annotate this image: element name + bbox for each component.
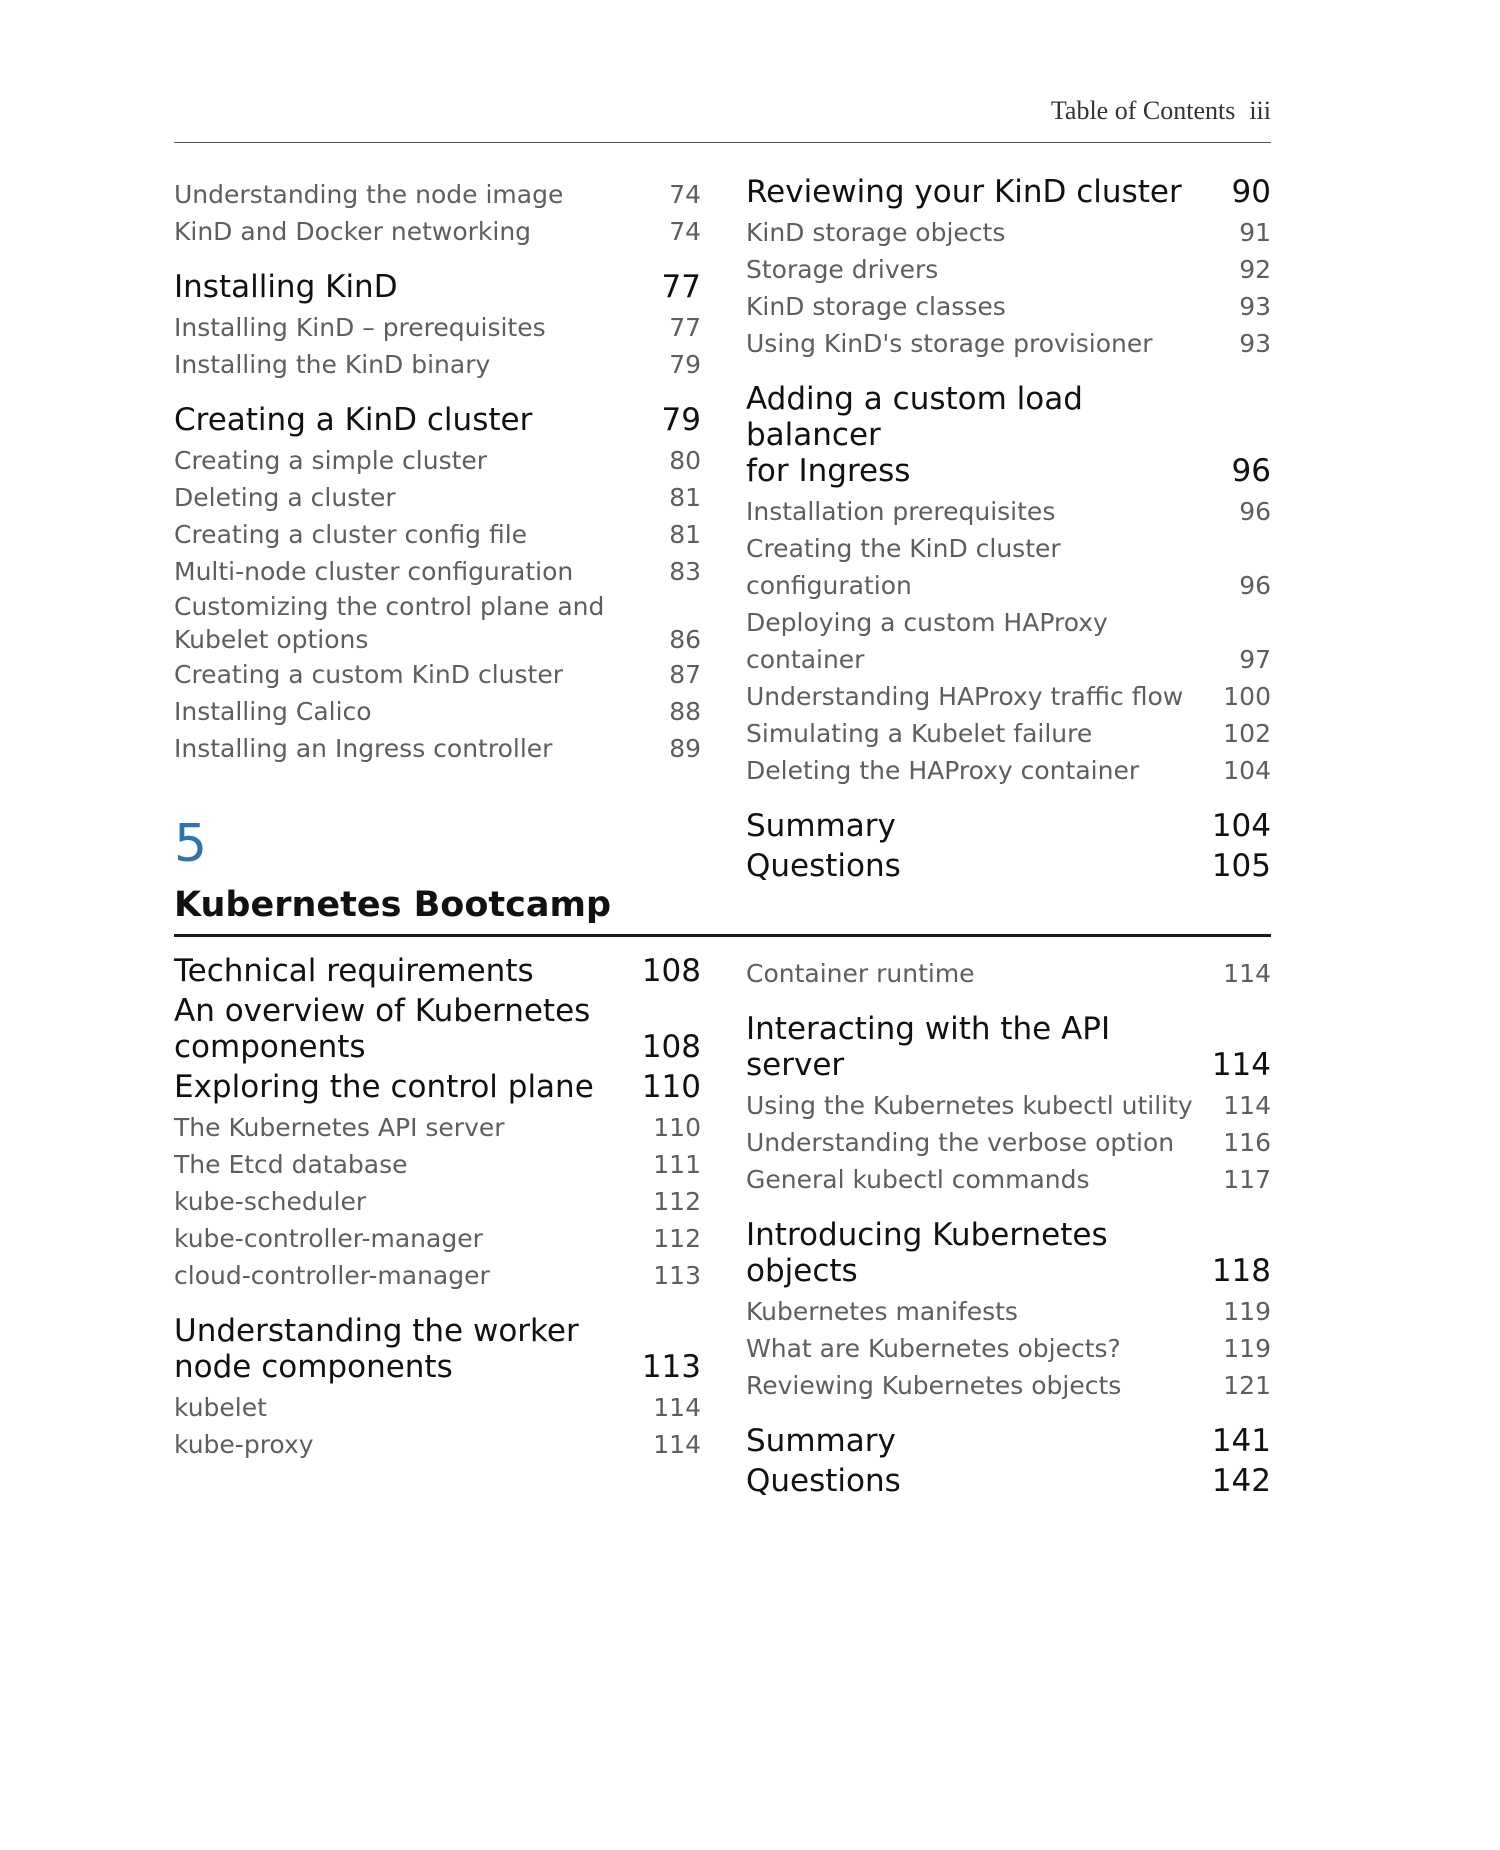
toc-entry-title: KinD and Docker networking — [174, 217, 532, 246]
toc-entry-page-number: 97 — [1239, 645, 1271, 674]
toc-section-entry[interactable] — [174, 993, 701, 1065]
toc-section-entry[interactable] — [174, 402, 701, 438]
toc-subsection-entry[interactable] — [746, 678, 1271, 715]
toc-subsection-entry[interactable] — [174, 1257, 701, 1294]
toc-subsection-entry[interactable] — [746, 1367, 1271, 1404]
toc-entry-title: Simulating a Kubelet failure — [746, 719, 1093, 748]
toc-entry-title: Installation prerequisites — [746, 497, 1056, 526]
toc-entry-title: Storage drivers — [746, 255, 939, 284]
toc-entry-title: Deleting a cluster — [174, 483, 396, 512]
toc-entry-title: Interacting with the API server — [746, 1011, 1111, 1083]
toc-entry-title: Installing Calico — [174, 697, 372, 726]
toc-entry-page-number: 77 — [669, 313, 701, 342]
toc-entry-title: Reviewing Kubernetes objects — [746, 1371, 1122, 1400]
toc-entry-title: Reviewing your KinD cluster — [746, 174, 1182, 210]
toc-entry-page-number: 119 — [1223, 1297, 1271, 1326]
header-rule — [174, 142, 1271, 143]
toc-subsection-entry[interactable] — [174, 213, 701, 250]
toc-subsection-entry[interactable] — [174, 590, 701, 656]
toc-entry-title: Deleting the HAProxy container — [746, 756, 1140, 785]
toc-entry-page-number: 102 — [1223, 719, 1271, 748]
toc-entry-title: Understanding the worker node components — [174, 1313, 579, 1385]
toc-entry-page-number: 114 — [1223, 1091, 1271, 1120]
toc-subsection-entry[interactable] — [174, 1146, 701, 1183]
toc-entry-page-number: 108 — [641, 1029, 701, 1065]
toc-section-entry[interactable] — [746, 174, 1271, 210]
toc-section-entry[interactable] — [746, 1423, 1271, 1459]
toc-section-entry[interactable] — [174, 1313, 701, 1385]
toc-subsection-entry[interactable] — [746, 325, 1271, 362]
toc-entry-page-number: 100 — [1223, 682, 1271, 711]
toc-entry-title: What are Kubernetes objects? — [746, 1334, 1121, 1363]
toc-entry-title: Understanding the verbose option — [746, 1128, 1175, 1157]
toc-subsection-entry[interactable] — [174, 730, 701, 767]
toc-subsection-entry[interactable] — [174, 442, 701, 479]
toc-subsection-entry[interactable] — [174, 516, 701, 553]
toc-subsection-entry[interactable] — [174, 693, 701, 730]
toc-subsection-entry[interactable] — [174, 346, 701, 383]
toc-entry-page-number: 112 — [653, 1224, 701, 1253]
toc-bottom-left-column — [174, 953, 701, 1463]
toc-subsection-entry[interactable] — [174, 176, 701, 213]
toc-section-entry[interactable] — [746, 1217, 1271, 1289]
toc-subsection-entry[interactable] — [746, 1293, 1271, 1330]
toc-subsection-entry[interactable] — [174, 656, 701, 693]
toc-entry-page-number: 92 — [1239, 255, 1271, 284]
toc-entry-page-number: 80 — [669, 446, 701, 475]
toc-section-entry[interactable] — [746, 1463, 1271, 1499]
toc-subsection-entry[interactable] — [746, 288, 1271, 325]
toc-entry-page-number: 111 — [653, 1150, 701, 1179]
toc-entry-page-number: 113 — [641, 1349, 701, 1385]
toc-entry-title: Customizing the control plane and Kubelet options — [174, 592, 605, 654]
toc-subsection-entry[interactable] — [174, 1389, 701, 1426]
toc-entry-page-number: 81 — [669, 520, 701, 549]
toc-entry-page-number: 89 — [669, 734, 701, 763]
toc-entry-page-number: 114 — [1223, 959, 1271, 988]
toc-entry-page-number: 96 — [1239, 497, 1271, 526]
toc-entry-title: The Kubernetes API server — [174, 1113, 505, 1142]
toc-entry-title: KinD storage classes — [746, 292, 1006, 321]
toc-entry-title: Exploring the control plane — [174, 1069, 594, 1105]
toc-entry-page-number: 105 — [1211, 848, 1271, 884]
toc-entry-page-number: 87 — [669, 660, 701, 689]
toc-entry-page-number: 114 — [1211, 1047, 1271, 1083]
toc-entry-page-number: 74 — [669, 217, 701, 246]
toc-section-entry[interactable] — [174, 953, 701, 989]
toc-entry-title: kubelet — [174, 1393, 267, 1422]
toc-entry-page-number: 141 — [1211, 1423, 1271, 1459]
toc-entry-page-number: 93 — [1239, 329, 1271, 358]
toc-entry-page-number: 142 — [1211, 1463, 1271, 1499]
toc-subsection-entry[interactable] — [174, 479, 701, 516]
toc-entry-page-number: 88 — [669, 697, 701, 726]
toc-entry-page-number: 114 — [653, 1430, 701, 1459]
toc-entry-title: Creating a KinD cluster — [174, 402, 533, 438]
toc-entry-page-number: 96 — [1231, 453, 1271, 489]
toc-entry-title: Creating a custom KinD cluster — [174, 660, 563, 689]
toc-entry-title: kube-scheduler — [174, 1187, 367, 1216]
toc-entry-page-number: 112 — [653, 1187, 701, 1216]
toc-entry-title: Installing KinD — [174, 269, 398, 305]
toc-entry-page-number: 114 — [653, 1393, 701, 1422]
toc-entry-page-number: 77 — [661, 269, 701, 305]
toc-entry-page-number: 110 — [641, 1069, 701, 1105]
toc-top-left-column — [174, 176, 701, 767]
toc-entry-title: Understanding HAProxy traffic flow — [746, 682, 1184, 711]
toc-subsection-entry[interactable] — [746, 530, 1271, 604]
toc-entry-title: Installing an Ingress controller — [174, 734, 553, 763]
toc-entry-title: Creating a cluster config file — [174, 520, 528, 549]
toc-entry-title: Summary — [746, 808, 896, 844]
toc-entry-title: Creating a simple cluster — [174, 446, 488, 475]
toc-section-entry[interactable] — [174, 269, 701, 305]
toc-subsection-entry[interactable] — [746, 1330, 1271, 1367]
toc-entry-title: Deploying a custom HAProxy container — [746, 608, 1108, 674]
toc-entry-title: Container runtime — [746, 959, 975, 988]
toc-section-entry[interactable] — [746, 848, 1271, 884]
toc-section-entry[interactable] — [174, 1069, 701, 1105]
toc-entry-title: Creating the KinD cluster configuration — [746, 534, 1061, 600]
toc-entry-title: Understanding the node image — [174, 180, 564, 209]
toc-entry-page-number: 117 — [1223, 1165, 1271, 1194]
toc-entry-title: Using KinD's storage provisioner — [746, 329, 1153, 358]
toc-section-entry[interactable] — [746, 808, 1271, 844]
toc-subsection-entry[interactable] — [174, 553, 701, 590]
toc-top-right-column — [746, 174, 1271, 888]
toc-entry-page-number: 118 — [1211, 1253, 1271, 1289]
toc-entry-page-number: 121 — [1223, 1371, 1271, 1400]
chapter-rule — [174, 934, 1271, 937]
toc-entry-page-number: 119 — [1223, 1334, 1271, 1363]
toc-entry-title: The Etcd database — [174, 1150, 408, 1179]
toc-entry-title: An overview of Kubernetes components — [174, 993, 591, 1065]
toc-entry-title: Kubernetes manifests — [746, 1297, 1018, 1326]
toc-entry-title: General kubectl commands — [746, 1165, 1090, 1194]
toc-entry-page-number: 74 — [669, 180, 701, 209]
toc-subsection-entry[interactable] — [746, 214, 1271, 251]
toc-entry-title: Technical requirements — [174, 953, 534, 989]
toc-entry-title: kube-proxy — [174, 1430, 314, 1459]
toc-entry-title: Questions — [746, 848, 901, 884]
toc-entry-title: Installing the KinD binary — [174, 350, 491, 379]
toc-entry-title: Introducing Kubernetes objects — [746, 1217, 1108, 1289]
toc-entry-title: Summary — [746, 1423, 896, 1459]
toc-entry-title: Questions — [746, 1463, 901, 1499]
toc-entry-page-number: 79 — [661, 402, 701, 438]
toc-entry-page-number: 81 — [669, 483, 701, 512]
toc-entry-page-number: 83 — [669, 557, 701, 586]
toc-subsection-entry[interactable] — [746, 1161, 1271, 1198]
toc-entry-title: Adding a custom load balancer for Ingress — [746, 381, 1083, 489]
toc-section-entry[interactable] — [746, 381, 1271, 489]
toc-subsection-entry[interactable] — [174, 1183, 701, 1220]
chapter-title: Kubernetes Bootcamp — [174, 885, 612, 925]
toc-entry-page-number: 93 — [1239, 292, 1271, 321]
toc-entry-page-number: 86 — [669, 625, 701, 654]
toc-entry-page-number: 108 — [641, 953, 701, 989]
chapter-number: 5 — [174, 814, 208, 874]
toc-entry-page-number: 79 — [669, 350, 701, 379]
toc-entry-page-number: 96 — [1239, 571, 1271, 600]
running-head-page-number: iii — [1249, 96, 1271, 125]
toc-section-entry[interactable] — [746, 1011, 1271, 1083]
running-head-title: Table of Contents — [1050, 96, 1236, 125]
toc-entry-title: Installing KinD – prerequisites — [174, 313, 546, 342]
toc-entry-title: Using the Kubernetes kubectl utility — [746, 1091, 1193, 1120]
toc-bottom-right-column — [746, 955, 1271, 1503]
toc-entry-page-number: 113 — [653, 1261, 701, 1290]
toc-subsection-entry[interactable] — [174, 1220, 701, 1257]
toc-entry-title: cloud-controller-manager — [174, 1261, 490, 1290]
toc-entry-title: kube-controller-manager — [174, 1224, 483, 1253]
running-head — [174, 98, 1271, 124]
toc-subsection-entry[interactable] — [746, 251, 1271, 288]
toc-entry-page-number: 104 — [1223, 756, 1271, 785]
toc-subsection-entry[interactable] — [746, 955, 1271, 992]
toc-entry-page-number: 91 — [1239, 218, 1271, 247]
toc-entry-page-number: 104 — [1211, 808, 1271, 844]
toc-entry-title: KinD storage objects — [746, 218, 1006, 247]
toc-subsection-entry[interactable] — [174, 1109, 701, 1146]
toc-subsection-entry[interactable] — [174, 309, 701, 346]
toc-subsection-entry[interactable] — [746, 752, 1271, 789]
toc-entry-page-number: 116 — [1223, 1128, 1271, 1157]
toc-subsection-entry[interactable] — [746, 1087, 1271, 1124]
toc-entry-page-number: 90 — [1231, 174, 1271, 210]
toc-subsection-entry[interactable] — [746, 604, 1271, 678]
toc-subsection-entry[interactable] — [174, 1426, 701, 1463]
toc-entry-title: Multi-node cluster configuration — [174, 557, 574, 586]
toc-subsection-entry[interactable] — [746, 493, 1271, 530]
toc-entry-page-number: 110 — [653, 1113, 701, 1142]
toc-subsection-entry[interactable] — [746, 715, 1271, 752]
toc-subsection-entry[interactable] — [746, 1124, 1271, 1161]
